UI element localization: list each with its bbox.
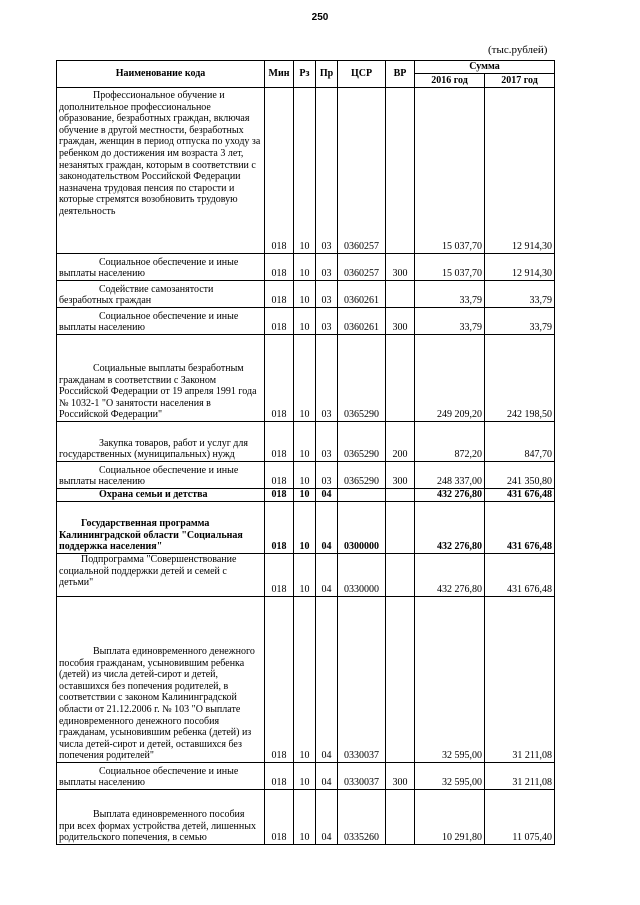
row-2017: 431 676,48 — [485, 502, 555, 554]
row-min: 018 — [265, 502, 294, 554]
row-vr: 200 — [386, 422, 415, 462]
row-rz: 10 — [294, 281, 316, 308]
header-rz: Рз — [294, 61, 316, 88]
row-rz: 10 — [294, 335, 316, 422]
row-rz: 10 — [294, 422, 316, 462]
row-2017: 241 350,80 — [485, 462, 555, 489]
row-csr: 0360261 — [338, 281, 386, 308]
row-pr: 04 — [316, 597, 338, 763]
row-min: 018 — [265, 422, 294, 462]
row-2016: 33,79 — [415, 281, 485, 308]
row-pr: 03 — [316, 88, 338, 254]
row-vr — [386, 502, 415, 554]
row-2017: 242 198,50 — [485, 335, 555, 422]
row-min: 018 — [265, 335, 294, 422]
row-2016: 248 337,00 — [415, 462, 485, 489]
row-min: 018 — [265, 489, 294, 502]
row-csr: 0330000 — [338, 554, 386, 597]
row-2017: 33,79 — [485, 308, 555, 335]
header-name: Наименование кода — [57, 61, 265, 88]
row-2016: 32 595,00 — [415, 763, 485, 790]
header-2016: 2016 год — [415, 74, 485, 88]
row-2016: 15 037,70 — [415, 88, 485, 254]
row-csr: 0330037 — [338, 763, 386, 790]
row-pr: 04 — [316, 502, 338, 554]
budget-table — [56, 60, 555, 845]
row-2017: 431 676,48 — [485, 554, 555, 597]
row-pr: 04 — [316, 763, 338, 790]
row-csr: 0300000 — [338, 502, 386, 554]
row-2017: 847,70 — [485, 422, 555, 462]
row-2017: 12 914,30 — [485, 254, 555, 281]
row-name: Выплата единовременного денежного пособия гражданам, усыновившим ребенка (детей) из числа детей-сирот и детей, оставшихся без попечения родителей, в соответствии с законом Калининградской области от 21.12.2006 г. № 103 "О выплате единовременного денежного пособия гражданам, усыновившим ребенка (детей) из числа детей-сирот и детей, оставшихся без попечения родителей" — [57, 597, 265, 763]
row-2017: 31 211,08 — [485, 597, 555, 763]
row-csr: 0360257 — [338, 88, 386, 254]
row-2016: 249 209,20 — [415, 335, 485, 422]
row-2016: 432 276,80 — [415, 489, 485, 502]
row-2016: 872,20 — [415, 422, 485, 462]
row-name: Социальное обеспечение и иные выплаты населению — [57, 763, 265, 790]
row-vr — [386, 88, 415, 254]
row-pr: 03 — [316, 462, 338, 489]
row-2016: 10 291,80 — [415, 790, 485, 845]
row-pr: 03 — [316, 335, 338, 422]
row-pr: 04 — [316, 554, 338, 597]
row-csr: 0335260 — [338, 790, 386, 845]
row-2017: 12 914,30 — [485, 88, 555, 254]
table-row — [57, 422, 555, 462]
header-vr: ВР — [386, 61, 415, 88]
header-min: Мин — [265, 61, 294, 88]
row-vr: 300 — [386, 308, 415, 335]
header-2017: 2017 год — [485, 74, 555, 88]
row-vr: 300 — [386, 254, 415, 281]
row-vr — [386, 489, 415, 502]
table-row — [57, 462, 555, 489]
row-name: Закупка товаров, работ и услуг для государственных (муниципальных) нужд — [57, 422, 265, 462]
row-pr: 04 — [316, 790, 338, 845]
page-number: 250 — [311, 12, 329, 23]
table-row — [57, 790, 555, 845]
row-2016: 432 276,80 — [415, 554, 485, 597]
row-vr — [386, 597, 415, 763]
row-rz: 10 — [294, 554, 316, 597]
row-rz: 10 — [294, 489, 316, 502]
row-rz: 10 — [294, 502, 316, 554]
row-2017: 31 211,08 — [485, 763, 555, 790]
table-row — [57, 502, 555, 554]
row-2017: 33,79 — [485, 281, 555, 308]
row-pr: 03 — [316, 422, 338, 462]
row-rz: 10 — [294, 790, 316, 845]
row-vr: 300 — [386, 763, 415, 790]
table-row — [57, 489, 555, 502]
row-rz: 10 — [294, 462, 316, 489]
row-pr: 04 — [316, 489, 338, 502]
row-2016: 15 037,70 — [415, 254, 485, 281]
row-pr: 03 — [316, 281, 338, 308]
row-vr — [386, 335, 415, 422]
row-name: Социальное обеспечение и иные выплаты населению — [57, 254, 265, 281]
row-min: 018 — [265, 281, 294, 308]
row-csr: 0360261 — [338, 308, 386, 335]
table-row — [57, 308, 555, 335]
row-vr: 300 — [386, 462, 415, 489]
table-row — [57, 88, 555, 254]
row-rz: 10 — [294, 254, 316, 281]
row-vr — [386, 790, 415, 845]
row-rz: 10 — [294, 308, 316, 335]
row-rz: 10 — [294, 597, 316, 763]
header-sum: Сумма — [415, 61, 555, 74]
table-row — [57, 554, 555, 597]
row-name: Подпрограмма "Совершенствование социальной поддержки детей и семей с детьми" — [57, 554, 265, 597]
row-csr: 0365290 — [338, 335, 386, 422]
row-csr — [338, 489, 386, 502]
header-pr: Пр — [316, 61, 338, 88]
row-vr — [386, 554, 415, 597]
row-name: Государственная программа Калининградской области "Социальная поддержка населения" — [57, 502, 265, 554]
row-2016: 32 595,00 — [415, 597, 485, 763]
row-csr: 0330037 — [338, 597, 386, 763]
row-2017: 11 075,40 — [485, 790, 555, 845]
row-csr: 0365290 — [338, 462, 386, 489]
units-label: (тыс.рублей) — [488, 44, 548, 56]
row-min: 018 — [265, 254, 294, 281]
table-row — [57, 254, 555, 281]
row-csr: 0365290 — [338, 422, 386, 462]
row-min: 018 — [265, 554, 294, 597]
row-name: Профессиональное обучение и дополнительное профессиональное образование, безработных граждан, включая обучение в другой местности, безработных граждан, женщин в период отпуска по уходу за ребенком до достижения им возраста 3 лет, незанятых граждан, которым в соответствии с законодательством Российской Федерации назначена трудовая пенсия по старости и которые стремятся возобновить трудовую деятельность — [57, 88, 265, 254]
row-min: 018 — [265, 763, 294, 790]
row-min: 018 — [265, 462, 294, 489]
header-csr: ЦСР — [338, 61, 386, 88]
table-row — [57, 335, 555, 422]
row-2016: 432 276,80 — [415, 502, 485, 554]
row-name: Социальное обеспечение и иные выплаты населению — [57, 308, 265, 335]
row-csr: 0360257 — [338, 254, 386, 281]
row-name: Содействие самозанятости безработных граждан — [57, 281, 265, 308]
row-min: 018 — [265, 790, 294, 845]
row-2016: 33,79 — [415, 308, 485, 335]
row-2017: 431 676,48 — [485, 489, 555, 502]
table-row — [57, 763, 555, 790]
row-rz: 10 — [294, 88, 316, 254]
row-min: 018 — [265, 308, 294, 335]
row-name: Выплата единовременного пособия при всех формах устройства детей, лишенных родительского попечения, в семью — [57, 790, 265, 845]
row-min: 018 — [265, 597, 294, 763]
row-vr — [386, 281, 415, 308]
row-name: Охрана семьи и детства — [57, 489, 265, 502]
row-pr: 03 — [316, 308, 338, 335]
table-row — [57, 281, 555, 308]
row-rz: 10 — [294, 763, 316, 790]
row-name: Социальное обеспечение и иные выплаты населению — [57, 462, 265, 489]
row-pr: 03 — [316, 254, 338, 281]
row-min: 018 — [265, 88, 294, 254]
row-name: Социальные выплаты безработным гражданам в соответствии с Законом Российской Федерации от 19 апреля 1991 года № 1032-1 "О занятости населения в Российской Федерации" — [57, 335, 265, 422]
table-row — [57, 597, 555, 763]
